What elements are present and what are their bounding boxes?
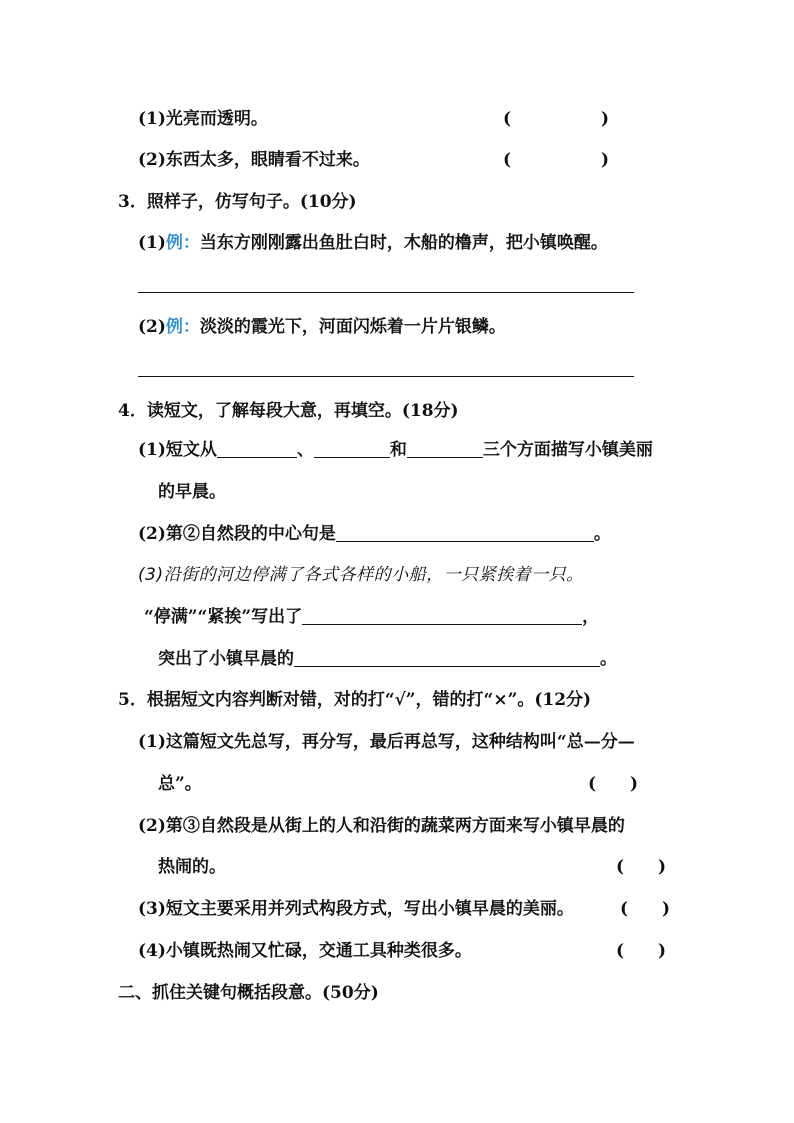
- q5-item-4-answer[interactable]: ( ): [616, 941, 667, 961]
- q3-answer-line-2[interactable]: [138, 376, 634, 377]
- q4-item-1-cont: 的早晨。: [158, 482, 226, 502]
- q5-item-2-answer[interactable]: ( ): [616, 857, 667, 877]
- q4-item-3-line-c: [158, 647, 617, 671]
- q4-i3b-end: ，: [582, 607, 600, 627]
- q3-ex2-tag: 例：: [165, 317, 200, 337]
- q4-i3b-blank[interactable]: [302, 606, 582, 625]
- q4-item-2: [138, 522, 611, 546]
- q4-i2-end: 。: [593, 524, 611, 544]
- q2-item-1-paren-close: ): [601, 109, 610, 129]
- q4-i1-blank-1[interactable]: [217, 439, 297, 458]
- q4-i1-sep-2: 和: [389, 440, 407, 460]
- q2-item-1-paren-open: (: [503, 109, 512, 129]
- q4-i1-lead: (1)短文从: [138, 440, 217, 460]
- q3-ex1-number: (1): [138, 233, 166, 253]
- q3-title: 3．照样子，仿写句子。(10分): [118, 192, 357, 212]
- q5-item-3: (3)短文主要采用并列式构段方式，写出小镇早晨的美丽。: [138, 899, 574, 919]
- q4-i2-lead: (2)第②自然段的中心句是: [138, 524, 336, 544]
- q2-item-2-paren-open: (: [503, 150, 512, 170]
- q2-item-1: (1)光亮而透明。: [138, 109, 268, 129]
- q3-example-2: [138, 315, 506, 339]
- q3-ex2-number: (2): [138, 317, 166, 337]
- q4-i3c-blank[interactable]: [294, 648, 600, 667]
- section-2-title: 二、抓住关键句概括段意。(50分): [118, 983, 379, 1003]
- q3-ex1-tag: 例：: [165, 233, 200, 253]
- q4-i3c-end: 。: [600, 649, 617, 669]
- q4-i3c-lead: 突出了小镇早晨的: [158, 649, 294, 669]
- q4-i1-blank-3[interactable]: [407, 439, 483, 458]
- q5-item-4: (4)小镇既热闹又忙碌，交通工具种类很多。: [138, 941, 472, 961]
- q5-title: 5．根据短文内容判断对错，对的打“√”，错的打“×”。(12分): [118, 690, 592, 710]
- q3-answer-line-1[interactable]: [138, 292, 634, 293]
- q5-item-1: (1)这篇短文先总写，再分写，最后再总写，这种结构叫“总—分—: [138, 732, 635, 752]
- q4-i2-blank[interactable]: [336, 523, 594, 542]
- q4-title: 4．读短文，了解每段大意，再填空。(18分): [118, 401, 459, 421]
- q3-example-1: [138, 231, 608, 255]
- q4-i1-blank-2[interactable]: [314, 439, 390, 458]
- q5-item-3-answer[interactable]: ( ): [620, 899, 671, 919]
- q2-item-2-paren-close: ): [601, 150, 610, 170]
- q4-i1-sep-1: 、: [296, 440, 314, 460]
- q5-item-1-answer[interactable]: ( ): [588, 774, 639, 794]
- q4-i1-tail: 三个方面描写小镇美丽: [482, 440, 653, 460]
- q4-item-1: [138, 438, 653, 462]
- q4-item-3-line-b: [144, 605, 599, 629]
- q5-item-1-cont: 总”。: [158, 774, 202, 794]
- q5-item-2-cont: 热闹的。: [158, 857, 226, 877]
- q2-item-2: (2)东西太多，眼睛看不过来。: [138, 150, 370, 170]
- q4-item-3-quote: (3)沿街的河边停满了各式各样的小船，一只紧挨着一只。: [138, 565, 584, 585]
- q4-i3b-lead: “停满”“紧挨”写出了: [144, 607, 303, 627]
- q3-ex1-text: 当东方刚刚露出鱼肚白时，木船的橹声，把小镇唤醒。: [199, 233, 608, 253]
- q5-item-2: (2)第③自然段是从街上的人和沿街的蔬菜两方面来写小镇早晨的: [138, 816, 625, 836]
- q3-ex2-text: 淡淡的霞光下，河面闪烁着一片片银鳞。: [199, 317, 506, 337]
